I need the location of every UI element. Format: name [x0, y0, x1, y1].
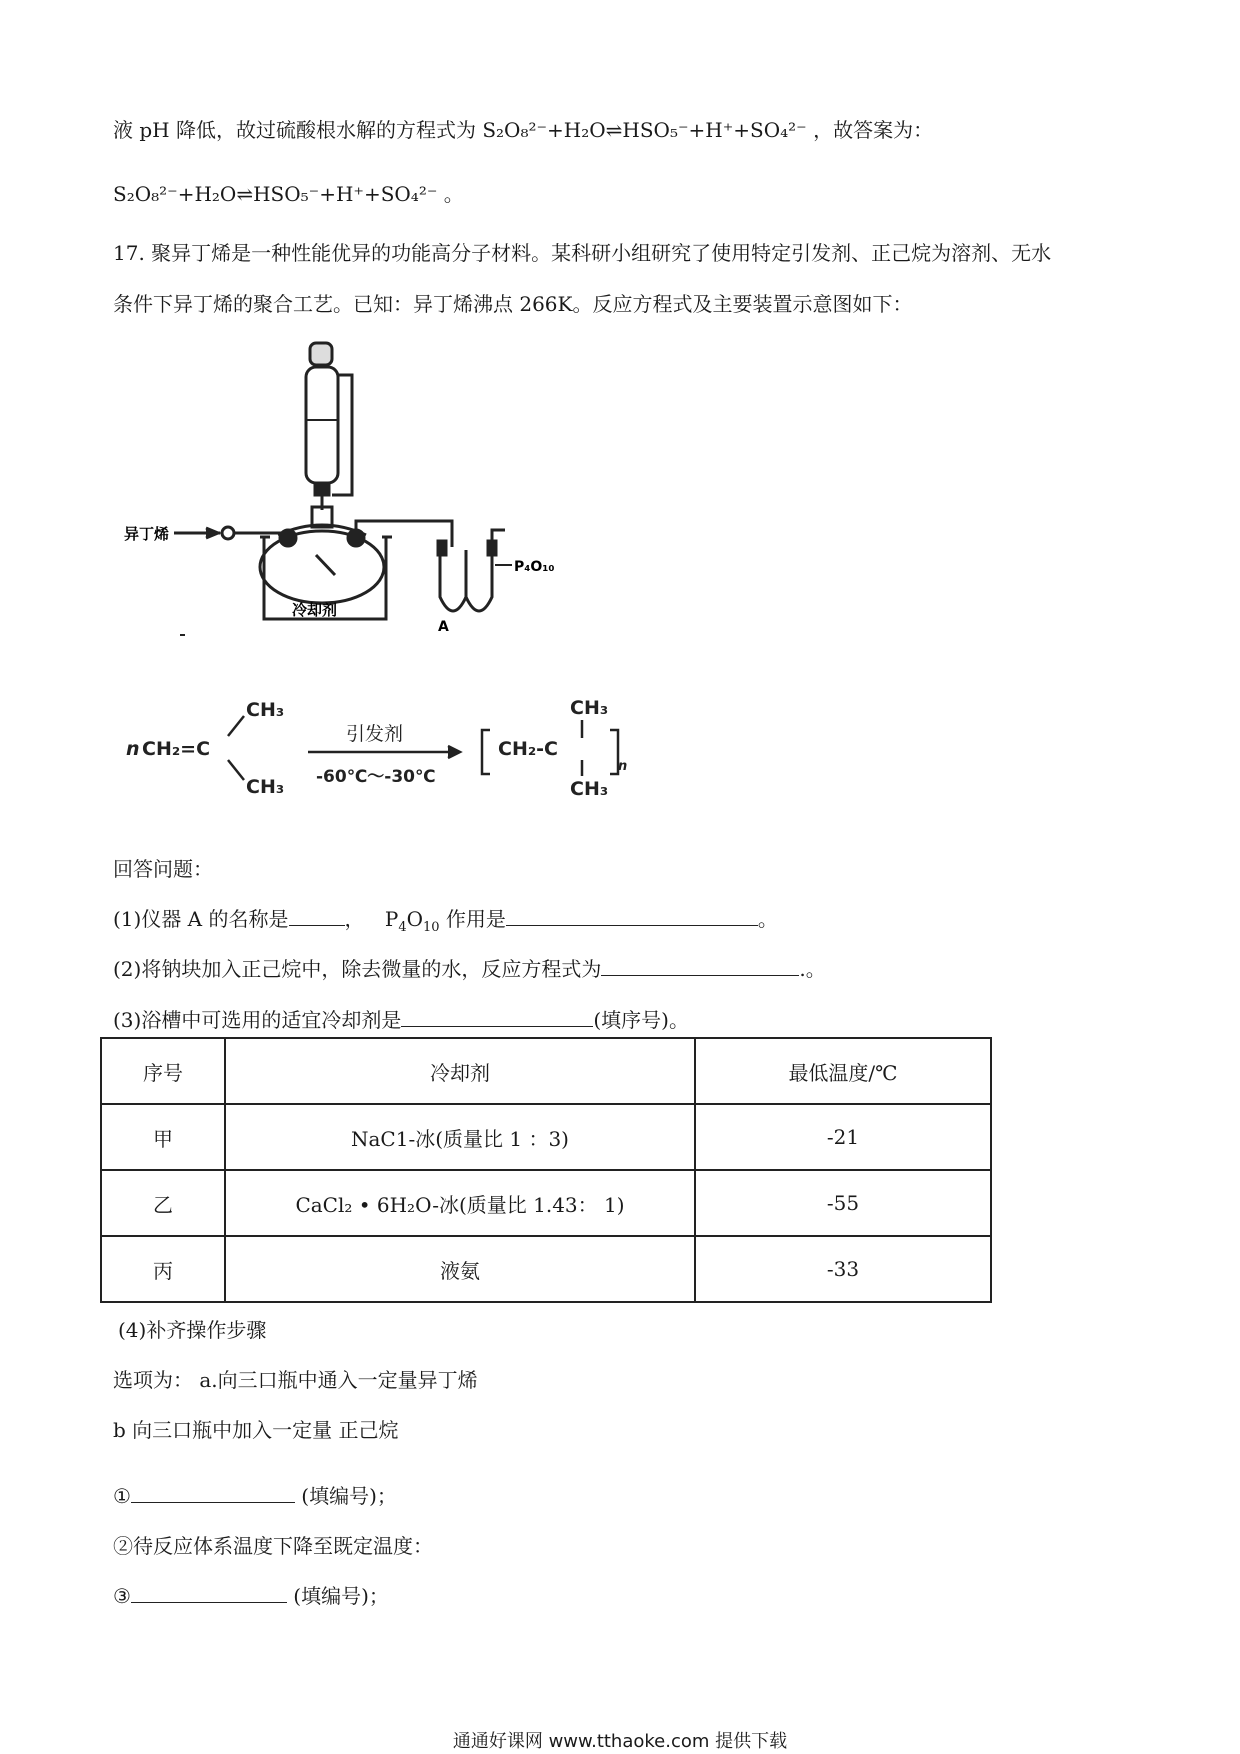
table-cell: CaCl₂ • 6H₂O-冰(质量比 1.43： 1): [225, 1170, 695, 1236]
step-2: ②待反应体系温度下降至既定温度：: [113, 1534, 433, 1558]
reactant-main: CH₂=C: [142, 738, 211, 760]
table-cell: 丙: [101, 1236, 225, 1302]
arrow-bottom-label: -60℃～-30℃: [316, 767, 436, 787]
q3-text-a: (3)浴槽中可选用的适宜冷却剂是: [113, 1008, 402, 1032]
q1-blank-2[interactable]: [506, 907, 758, 926]
step-1: [113, 1480, 397, 1509]
methyl-top: CH₃: [246, 699, 285, 721]
table-row: [101, 1170, 991, 1236]
table-cell: 液氨: [225, 1236, 695, 1302]
q4-title: (4)补齐操作步骤: [118, 1318, 267, 1342]
header-cell: 序号: [101, 1038, 225, 1104]
q1-blank-1[interactable]: [289, 907, 345, 926]
q1-text-a: (1)仪器 A 的名称是: [113, 907, 289, 931]
q3-blank[interactable]: [401, 1008, 593, 1027]
q17-line-1: 17. 聚异丁烯是一种性能优异的功能高分子材料。某科研小组研究了使用特定引发剂、正己烷为溶剂、无水: [113, 241, 1052, 265]
reagent-label: P₄O₁₀: [514, 559, 555, 575]
product-bottom: CH₃: [570, 778, 609, 800]
product-core: CH₂-C: [498, 738, 558, 760]
q17-line-2: 条件下异丁烯的聚合工艺。已知：异丁烯沸点 266K。反应方程式及主要装置示意图如下：: [113, 292, 913, 316]
step1-suffix: (填编号)；: [301, 1484, 397, 1508]
apparatus-diagram: [120, 335, 560, 645]
q3-text-b: (填序号)。: [593, 1008, 689, 1032]
text-line-1: [113, 114, 933, 143]
coolant-label: 冷却剂: [292, 601, 338, 619]
step-3: [113, 1580, 389, 1609]
table-header-row: [101, 1038, 991, 1104]
step3-suffix: (填编号)；: [293, 1584, 389, 1608]
q1-text-b: ，: [344, 907, 365, 931]
coolant-table: [100, 1037, 992, 1303]
step3-prefix: ③: [113, 1584, 131, 1608]
coefficient: n: [126, 738, 140, 760]
footer-text: 通通好课网 www.tthaoke.com 提供下载: [452, 1731, 788, 1752]
line2-suffix: 。: [443, 182, 464, 206]
table-cell: 乙: [101, 1170, 225, 1236]
question-1: [113, 903, 778, 935]
options-a: 选项为： a.向三口瓶中通入一定量异丁烯: [113, 1368, 478, 1392]
q2-text-b: .。: [799, 957, 826, 981]
table-cell: -33: [695, 1236, 991, 1302]
product-top: CH₃: [570, 697, 609, 719]
table-cell: 甲: [101, 1104, 225, 1170]
text-line-2: [113, 178, 464, 207]
q2-text-a: (2)将钠块加入正己烷中，除去微量的水，反应方程式为: [113, 957, 602, 981]
table-cell: -21: [695, 1104, 991, 1170]
step3-blank[interactable]: [131, 1584, 287, 1603]
answer-prompt: 回答问题：: [113, 857, 213, 881]
table-cell: -55: [695, 1170, 991, 1236]
question-2: [113, 953, 826, 982]
arrow-top-label: 引发剂: [346, 723, 404, 745]
q1-text-d: 。: [757, 907, 778, 931]
question-3: [113, 1004, 689, 1033]
table-row: [101, 1236, 991, 1302]
q2-blank[interactable]: [601, 957, 799, 976]
line1-prefix: 液 pH 降低，故过硫酸根水解的方程式为: [113, 118, 476, 142]
inlet-label: 异丁烯: [124, 525, 170, 543]
line1-suffix: ，故答案为：: [813, 118, 934, 142]
u-tube-label: A: [438, 619, 449, 635]
table-row: [101, 1104, 991, 1170]
line1-equation: S₂O₈²⁻+H₂O⇌HSO₅⁻+H⁺+SO₄²⁻: [482, 118, 807, 142]
table-cell: NaC1-冰(质量比 1 ：3): [225, 1104, 695, 1170]
header-cell: 冷却剂: [225, 1038, 695, 1104]
p4o10-formula: $P_4O_{10}$: [384, 907, 440, 935]
step1-blank[interactable]: [131, 1484, 295, 1503]
reaction-equation: [120, 690, 640, 810]
line2-equation: S₂O₈²⁻+H₂O⇌HSO₅⁻+H⁺+SO₄²⁻: [113, 182, 438, 206]
subscript-n: n: [618, 759, 628, 774]
q1-text-c: 作用是: [445, 907, 506, 931]
methyl-bottom: CH₃: [246, 776, 285, 798]
options-b: b 向三口瓶中加入一定量 正己烷: [113, 1418, 399, 1442]
step1-prefix: ①: [113, 1484, 131, 1508]
header-cell: 最低温度/℃: [695, 1038, 991, 1104]
